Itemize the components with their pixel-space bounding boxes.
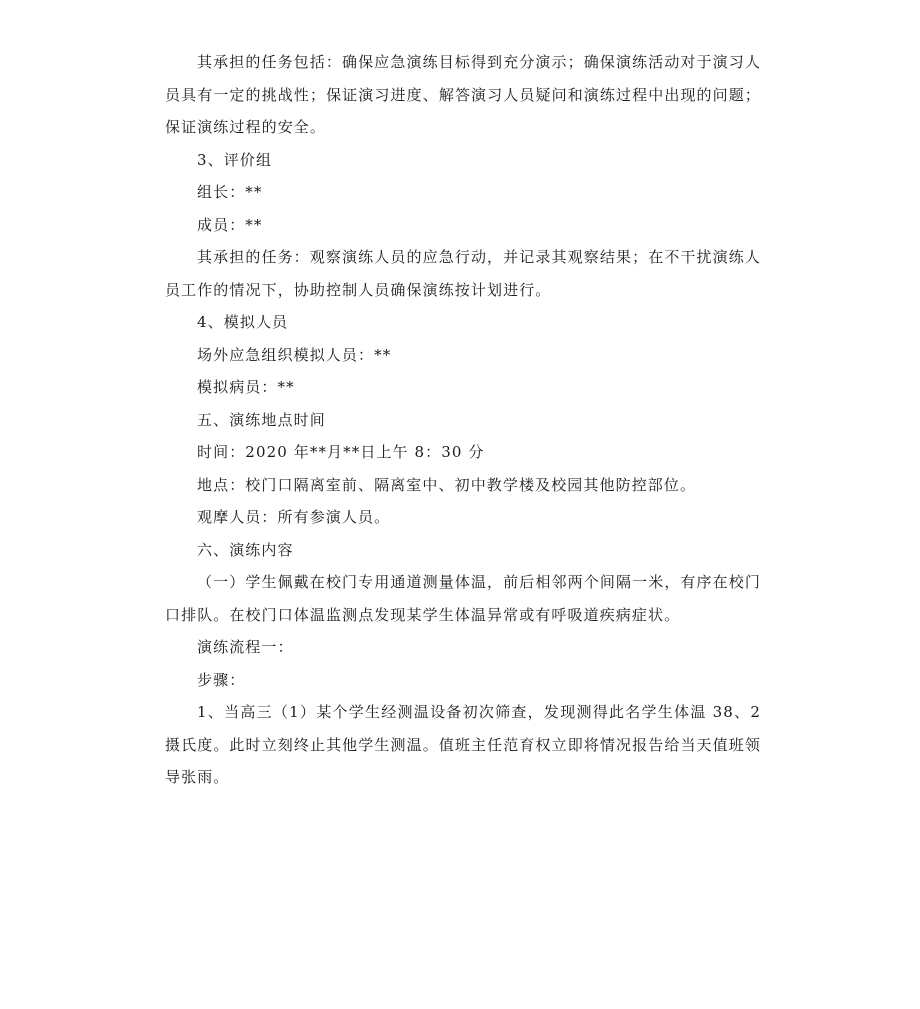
paragraph-tasks-evaluation-group: 其承担的任务：观察演练人员的应急行动，并记录其观察结果；在不干扰演练人员工作的情况下，协助控制人员确保演练按计划进行。 <box>165 248 761 299</box>
simulated-patients: 模拟病员：** <box>197 378 295 396</box>
heading-evaluation-group: 3、评价组 <box>197 150 273 169</box>
paragraph-step-1: 1、当高三（1）某个学生经测温设备初次筛查，发现测得此名学生体温 38、2 摄氏度。此时立刻终止其他学生测温。值班主任范育权立即将情况报告给当天值班领导张雨。 <box>165 703 761 786</box>
evaluation-group-leader: 组长：** <box>197 183 263 201</box>
evaluation-group-members: 成员：** <box>197 215 263 234</box>
offsite-simulation-personnel: 场外应急组织模拟人员：** <box>197 345 392 364</box>
steps-heading: 步骤： <box>197 670 246 689</box>
section-heading-location-time: 五、演练地点时间 <box>197 410 326 429</box>
observers: 观摩人员：所有参演人员。 <box>197 508 391 526</box>
drill-location: 地点：校门口隔离室前、隔离室中、初中教学楼及校园其他防控部位。 <box>197 475 697 494</box>
paragraph-tasks-control-group: 其承担的任务包括：确保应急演练目标得到充分演示；确保演练活动对于演习人员具有一定的挑战性；保证演习进度、解答演习人员疑问和演练过程中出现的问题；保证演练过程的安全。 <box>165 53 761 136</box>
document-page <box>165 46 761 794</box>
heading-simulation-personnel: 4、模拟人员 <box>197 313 289 331</box>
paragraph-drill-content-1: （一）学生佩戴在校门专用通道测量体温，前后相邻两个间隔一米，有序在校门口排队。在校门口体温监测点发现某学生体温异常或有呼吸道疾病症状。 <box>165 573 761 624</box>
section-heading-drill-content: 六、演练内容 <box>197 540 294 559</box>
drill-procedure-heading: 演练流程一： <box>197 638 294 656</box>
drill-time: 时间：2020 年**月**日上午 8：30 分 <box>197 443 485 461</box>
